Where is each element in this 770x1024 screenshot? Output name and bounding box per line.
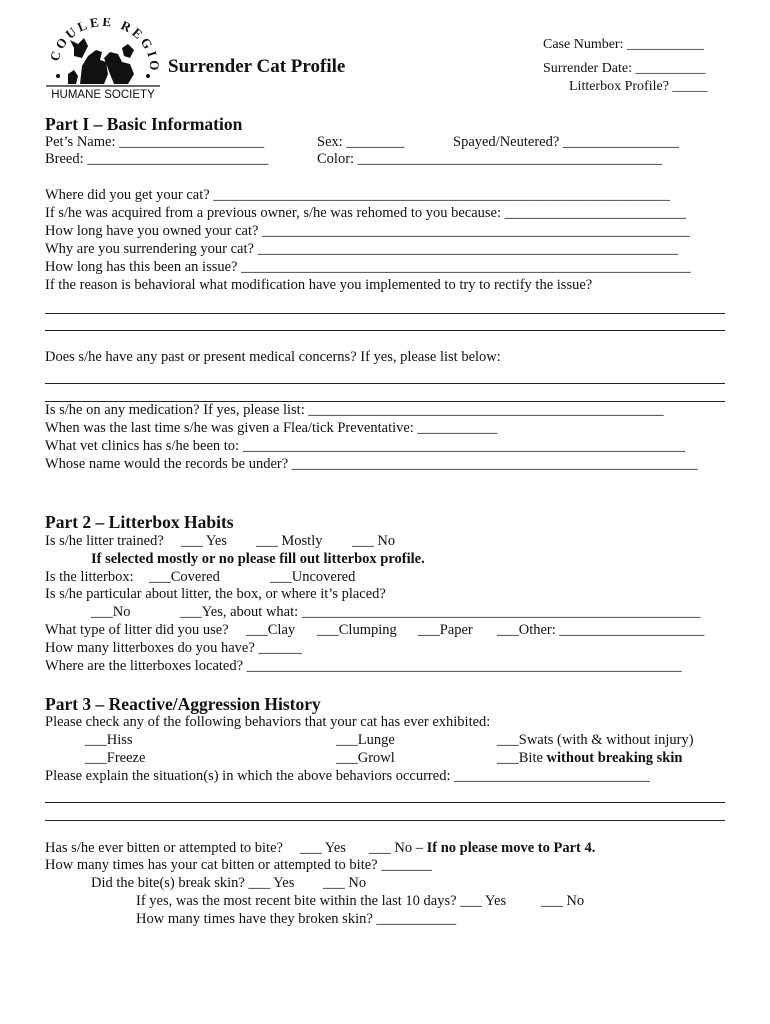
particular-question: Is s/he particular about litter, the box, or where it’s placed? xyxy=(45,586,386,602)
humane-society-logo xyxy=(44,18,162,100)
where-got-cat-field[interactable]: Where did you get your cat? _______________________________________________________________ xyxy=(45,187,671,203)
rehomed-reason-field[interactable]: If s/he was acquired from a previous owner, s/he was rehomed to you because: _________________________ xyxy=(45,205,686,221)
litter-trained-mostly[interactable]: ___ Mostly xyxy=(256,533,323,549)
behavior-lunge[interactable]: ___Lunge xyxy=(336,732,395,748)
litter-paper[interactable]: ___Paper xyxy=(418,622,473,638)
litterbox-profile-field[interactable]: Litterbox Profile? _____ xyxy=(569,79,708,94)
behavior-modification-question: If the reason is behavioral what modification have you implemented to try to rectify the issue? xyxy=(45,277,593,293)
logo-bottom-text: HUMANE SOCIETY xyxy=(51,89,155,100)
case-number-field[interactable]: Case Number: ___________ xyxy=(543,37,704,52)
behavior-freeze[interactable]: ___Freeze xyxy=(85,750,146,766)
break-skin-no[interactable]: ___ No xyxy=(323,875,367,891)
particular-yes-field[interactable]: ___Yes, about what: _______________________________________________________ xyxy=(180,604,701,620)
skin-broken-count-field[interactable]: How many times have they broken skin? ___________ xyxy=(136,911,457,927)
surrender-reason-field[interactable]: Why are you surrendering your cat? __________________________________________________________ xyxy=(45,241,679,257)
medical-concerns-question: Does s/he have any past or present medical concerns? If yes, please list below: xyxy=(45,349,501,365)
bite-prefix: ___Bite xyxy=(497,750,547,766)
page-title: Surrender Cat Profile xyxy=(168,56,346,77)
behaviors-explain-field[interactable]: Please explain the situation(s) in which the above behaviors occurred: ___________________________ xyxy=(45,768,650,784)
behavior-hiss[interactable]: ___Hiss xyxy=(85,732,133,748)
litter-type-question: What type of litter did you use? xyxy=(45,622,229,638)
recent-bite-yes[interactable]: If yes, was the most recent bite within the last 10 days? ___ Yes xyxy=(136,893,507,909)
litterbox-type-question: Is the litterbox: xyxy=(45,569,134,585)
recent-bite-no[interactable]: ___ No xyxy=(541,893,585,909)
litter-trained-no[interactable]: ___ No xyxy=(352,533,396,549)
surrender-date-field[interactable]: Surrender Date: __________ xyxy=(543,61,706,76)
bitten-no[interactable] xyxy=(369,840,595,857)
answer-line[interactable] xyxy=(45,383,725,384)
bitten-yes[interactable]: ___ Yes xyxy=(300,840,346,856)
break-skin-yes[interactable]: Did the bite(s) break skin? ___ Yes xyxy=(91,875,295,891)
logo-arc-text: COULEE REGIO xyxy=(46,18,162,74)
flea-tick-field[interactable]: When was the last time s/he was given a Flea/tick Preventative: ___________ xyxy=(45,420,498,436)
litterbox-count-field[interactable]: How many litterboxes do you have? ______ xyxy=(45,640,302,656)
litter-trained-question: Is s/he litter trained? xyxy=(45,533,164,549)
issue-duration-field[interactable]: How long has this been an issue? ______________________________________________________________ xyxy=(45,259,691,275)
spayed-neutered-field[interactable]: Spayed/Neutered? ________________ xyxy=(453,134,679,150)
bitten-question: Has s/he ever bitten or attempted to bite? xyxy=(45,840,283,856)
owned-duration-field[interactable]: How long have you owned your cat? ___________________________________________________________ xyxy=(45,223,690,239)
answer-line[interactable] xyxy=(45,802,725,803)
vet-clinics-field[interactable]: What vet clinics has s/he been to: _____________________________________________________________ xyxy=(45,438,685,454)
move-to-part4-note: If no please move to Part 4. xyxy=(426,840,596,856)
behaviors-instruction: Please check any of the following behaviors that your cat has ever exhibited: xyxy=(45,714,491,730)
litter-clumping[interactable]: ___Clumping xyxy=(317,622,397,638)
litterbox-profile-note: If selected mostly or no please fill out litterbox profile. xyxy=(91,551,425,567)
answer-line[interactable] xyxy=(45,330,725,331)
answer-line[interactable] xyxy=(45,820,725,821)
litter-trained-yes[interactable]: ___ Yes xyxy=(181,533,227,549)
litter-other-field[interactable]: ___Other: ____________________ xyxy=(497,622,705,638)
behavior-swats[interactable]: ___Swats (with & without injury) xyxy=(497,732,694,748)
litterbox-uncovered[interactable]: ___Uncovered xyxy=(270,569,356,585)
breed-field[interactable]: Breed: _________________________ xyxy=(45,151,269,167)
part1-heading: Part I – Basic Information xyxy=(45,114,243,134)
color-field[interactable]: Color: __________________________________________ xyxy=(317,151,663,167)
medication-field[interactable]: Is s/he on any medication? If yes, please list: _________________________________________________ xyxy=(45,402,664,418)
part3-heading: Part 3 – Reactive/Aggression History xyxy=(45,694,321,714)
behavior-bite[interactable] xyxy=(497,750,682,767)
answer-line[interactable] xyxy=(45,313,725,314)
part2-heading: Part 2 – Litterbox Habits xyxy=(45,512,234,532)
sex-field[interactable]: Sex: ________ xyxy=(317,134,405,150)
records-name-field[interactable]: Whose name would the records be under? ________________________________________________________ xyxy=(45,456,698,472)
bitten-no-label: ___ No – xyxy=(369,840,427,856)
behavior-growl[interactable]: ___Growl xyxy=(336,750,395,766)
particular-no[interactable]: ___No xyxy=(91,604,131,620)
bite-count-field[interactable]: How many times has your cat bitten or attempted to bite? _______ xyxy=(45,857,432,873)
litterbox-location-field[interactable]: Where are the litterboxes located? ____________________________________________________________ xyxy=(45,658,682,674)
litterbox-covered[interactable]: ___Covered xyxy=(149,569,220,585)
litter-clay[interactable]: ___Clay xyxy=(246,622,296,638)
pets-name-field[interactable]: Pet’s Name: ____________________ xyxy=(45,134,265,150)
bite-emphasis: without breaking skin xyxy=(546,750,683,766)
